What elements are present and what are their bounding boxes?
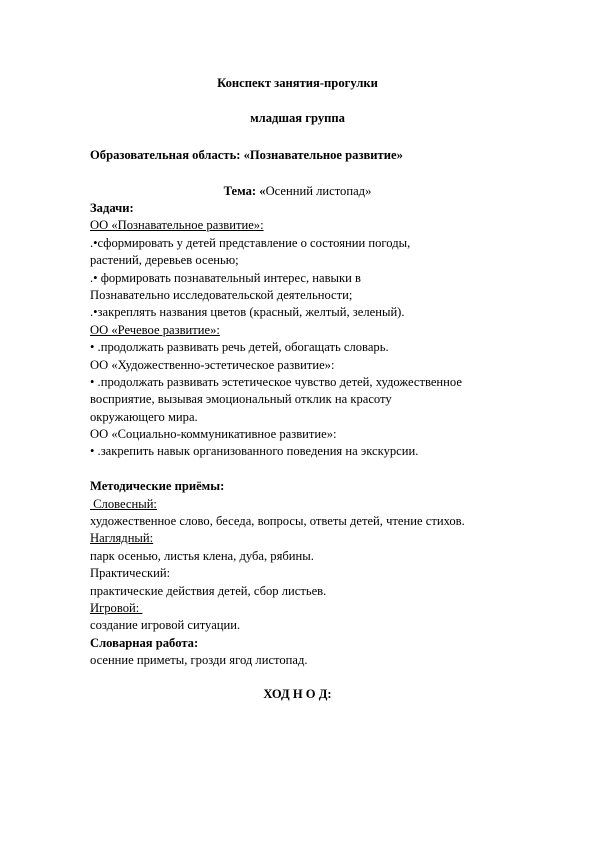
document-title: Конспект занятия-прогулки: [217, 76, 378, 90]
lesson-progress-heading: ХОД Н О Д:: [263, 687, 332, 701]
vocabulary-heading: Словарная работа:: [90, 635, 199, 650]
task-line: восприятие, вызывая эмоциональный отклик на красоту: [90, 392, 392, 407]
task-line: • .продолжать развивать речь детей, обогащать словарь.: [90, 340, 389, 355]
theme-line: [0, 183, 595, 200]
method-line: практические действия детей, сбор листьев.: [90, 583, 327, 598]
task-line: .•сформировать у детей представление о состоянии погоды,: [90, 235, 411, 250]
spacer: [90, 461, 570, 478]
practical-method-heading: Практический:: [90, 566, 171, 581]
theme-value: Осенний листопад»: [265, 184, 372, 198]
task-line: • .закрепить навык организованного поведения на экскурсии.: [90, 444, 419, 459]
visual-method-heading: Наглядный:: [90, 531, 154, 546]
theme-label: Тема: «: [223, 184, 266, 198]
vocabulary-line: осенние приметы, грозди ягод листопад.: [90, 653, 308, 668]
method-line: создание игровой ситуации.: [90, 618, 241, 633]
task-line: .•закреплять названия цветов (красный, желтый, зеленый).: [90, 305, 405, 320]
task-line: .• формировать познавательный интерес, навыки в: [90, 270, 361, 285]
task-line: окружающего мира.: [90, 409, 198, 424]
oo-cognitive-heading: ОО «Познавательное развитие»:: [90, 218, 264, 233]
oo-social-heading: ОО «Социально-коммуникативное развитие»:: [90, 427, 337, 442]
methods-heading: Методические приёмы:: [90, 479, 225, 494]
document-body: [90, 200, 570, 670]
task-line: растений, деревьев осенью;: [90, 253, 239, 268]
game-method-heading: Игровой:: [90, 600, 143, 615]
educational-area: Образовательная область: «Познавательное развитие»: [90, 148, 403, 162]
oo-art-heading: ОО «Художественно-эстетическое развитие»:: [90, 357, 335, 372]
method-line: художественное слово, беседа, вопросы, ответы детей, чтение стихов.: [90, 514, 465, 529]
method-line: парк осенью, листья клена, дуба, рябины.: [90, 548, 314, 563]
task-line: • .продолжать развивать эстетическое чувство детей, художественное: [90, 374, 462, 389]
group-label: младшая группа: [250, 111, 345, 125]
task-line: Познавательно исследовательской деятельности;: [90, 287, 353, 302]
tasks-heading: Задачи:: [90, 201, 134, 215]
verbal-method-heading: Словесный:: [90, 496, 157, 511]
oo-speech-heading: ОО «Речевое развитие»:: [90, 322, 220, 337]
